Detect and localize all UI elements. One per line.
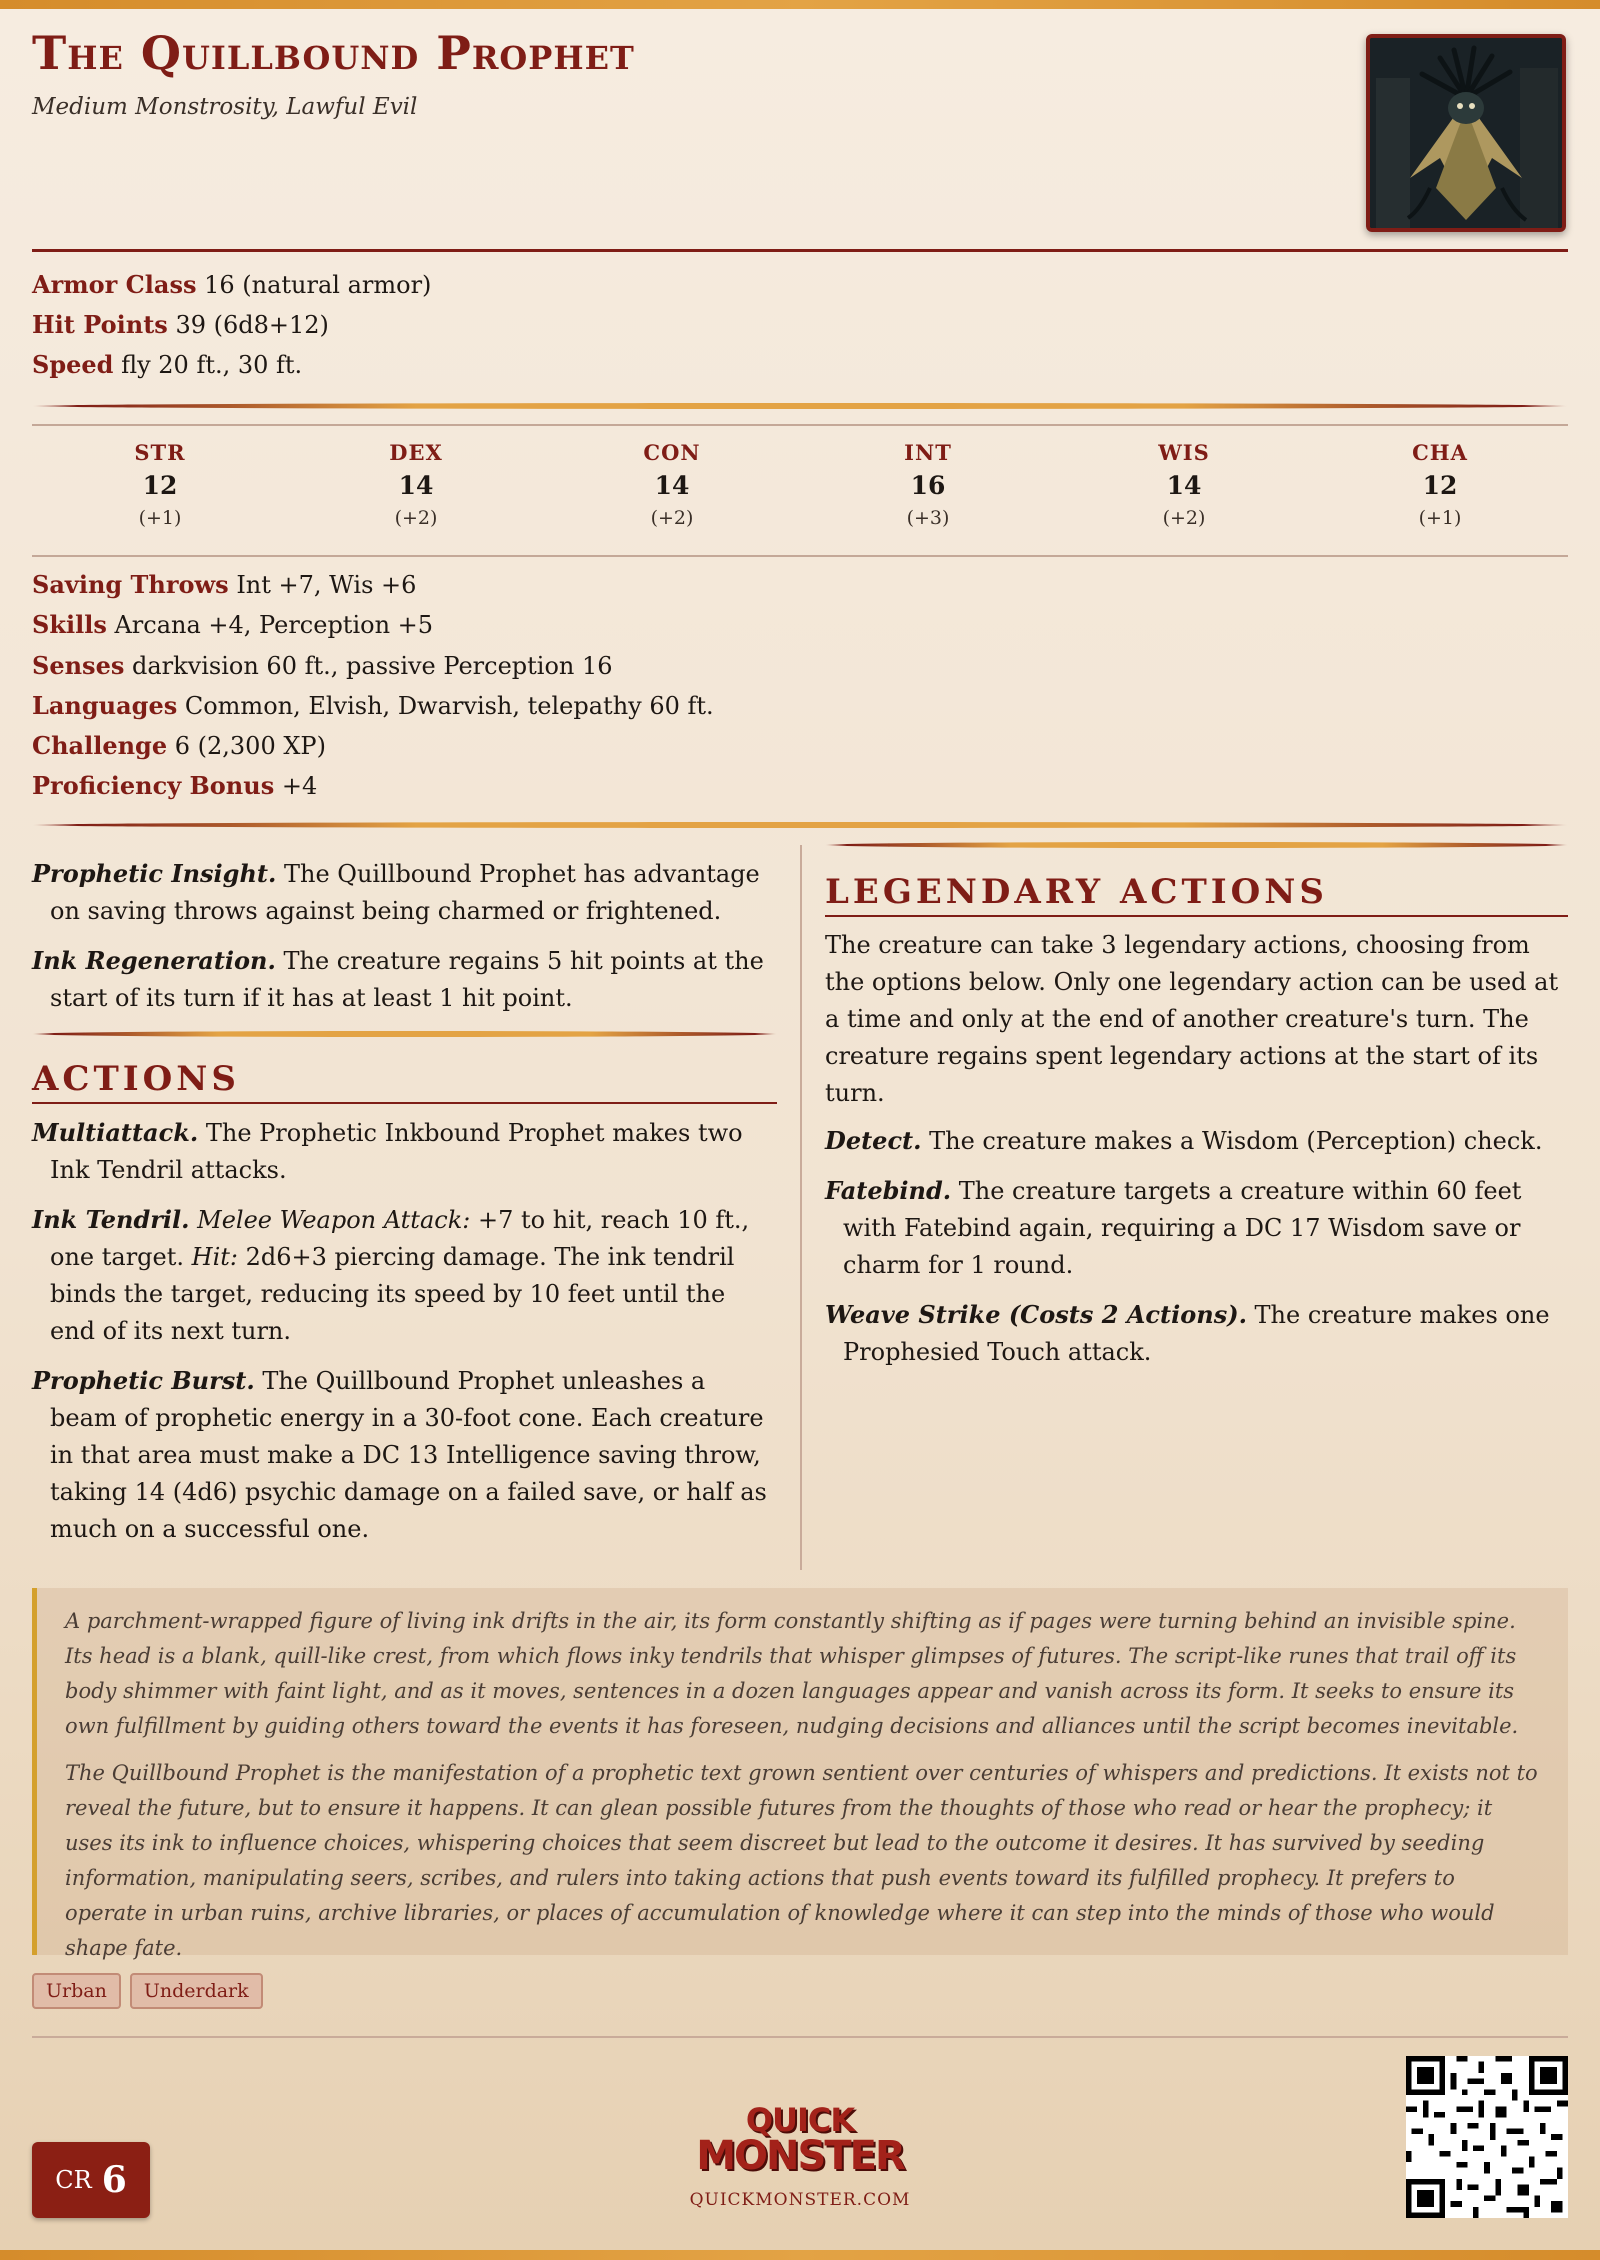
detail-value: Arcana +4, Perception +5 [114,611,434,639]
detail-value: darkvision 60 ft., passive Perception 16 [131,652,613,680]
cr-value: 6 [101,2159,127,2201]
armor-class-value: 16 (natural armor) [204,271,432,299]
right-column [825,842,1568,1383]
lore-paragraph: A parchment-wrapped figure of living ink drifts in the air, its form constantly shifting as if pages were turning behind an invisible spine. Its head is a blank, quill-like crest, from which flows inky tendrils that whisper glimpses of futures. The script-like runes that trail off its body shimmer with faint light, and as it moves, sentences in a dozen languages appear and vanish across its form. It seeks to ensure its own fulfillment by guiding others toward the events it has foreseen, nudging decisions and alliances until the script becomes inevitable. [65,1609,1519,1738]
legendary-entry [825,1172,1568,1284]
detail-label: Senses [32,651,125,680]
ability-cha [1360,440,1520,529]
saving-throws-line [32,570,416,599]
ability-name: INT [904,440,952,465]
trait-name: Prophetic Insight. [32,859,277,888]
ability-str [80,440,240,529]
action-name: Prophetic Burst. [32,1366,255,1395]
qr-code-icon[interactable] [1406,2056,1568,2218]
legendary-entry [825,1296,1568,1371]
ability-name: CHA [1412,440,1468,465]
section-divider [32,1031,777,1037]
ability-mod: (+2) [650,507,694,529]
footer-rule [32,2036,1568,2038]
speed-line [32,350,302,379]
ability-wis [1104,440,1264,529]
qr-code-graphic [1406,2056,1568,2218]
legendary-text: The creature makes one Prophesied Touch attack. [843,1301,1550,1366]
ability-con [592,440,752,529]
skills-line [32,610,433,639]
hit-points-line [32,310,329,339]
action-entry [32,1362,777,1548]
ability-mod: (+2) [1162,507,1206,529]
environment-tags [32,1973,263,2009]
trait-entry [32,942,777,1017]
action-text: The Quillbound Prophet unleashes a beam of prophetic energy in a 30-foot cone. Each creature in that area must make a DC 13 Intelligence saving throw, taking 14 (4d6) psychic damage on a failed save, or half as much on a successful one. [50,1367,767,1543]
cr-label: CR [55,2166,92,2194]
hit-points-label: Hit Points [32,310,168,339]
trait-text: The creature regains 5 hit points at the start of its turn if it has at least 1 hit point. [50,947,764,1012]
legendary-text: The creature targets a creature within 60 feet with Fatebind again, requiring a DC 17 Wisdom save or charm for 1 round. [843,1177,1522,1279]
tag-underdark[interactable]: Underdark [130,1973,263,2009]
hit-label: Hit: [184,1243,238,1271]
legendary-text: The creature makes a Wisdom (Perception) check. [921,1127,1543,1155]
ability-name: CON [643,440,701,465]
ability-bottom-rule [32,555,1568,557]
languages-line [32,691,714,720]
detail-label: Languages [32,691,178,720]
lore-paragraph: The Quillbound Prophet is the manifestation of a prophetic text grown sentient over centuries of whispers and predictions. It exists not to reveal the future, but to ensure it happens. It can glean possible futures from the thoughts of those who read or hear the prophecy; it uses its ink to influence choices, whispering choices that seem discreet but lead to the outcome it desires. It has survived by seeding information, manipulating seers, scribes, and rulers into taking actions that push events toward its fulfilled prophecy. It prefers to operate in urban ruins, archive libraries, or places of accumulation of knowledge where it can step into the minds of those who would shape fate. [65,1761,1538,1960]
logo-line-2: MONSTER [696,2133,904,2179]
actions-heading: ACTIONS [32,1061,777,1104]
tag-urban[interactable]: Urban [32,1973,121,2009]
section-divider [825,842,1568,848]
left-column [32,855,777,1560]
detail-value: +4 [281,772,318,800]
ability-score: 12 [1422,471,1458,500]
ability-score: 16 [910,471,946,500]
action-name: Multiattack. [32,1118,199,1147]
proficiency-line [32,771,317,800]
legendary-name: Weave Strike (Costs 2 Actions). [825,1300,1247,1329]
detail-value: Int +7, Wis +6 [236,571,417,599]
armor-class-line [32,270,431,299]
detail-label: Proficiency Bonus [32,771,275,800]
trait-entry [32,855,777,930]
ability-score: 14 [654,471,690,500]
trait-name: Ink Regeneration. [32,946,276,975]
portrait-art [1370,38,1562,228]
monster-subtitle: Medium Monstrosity, Lawful Evil [32,94,418,120]
hit-text: 2d6+3 piercing damage. The ink tendril binds the target, reducing its speed by 10 feet until the end of its next turn. [50,1243,735,1345]
ability-mod: (+3) [906,507,950,529]
lore-description [32,1588,1568,1960]
ability-name: DEX [389,440,443,465]
legendary-intro: The creature can take 3 legendary actions, choosing from the options below. Only one legendary action can be used at a time and only at the end of another creature's turn. The creature regains spent legendary actions at the start of its turn. [825,931,1559,1107]
logo-line-1: QUICK [745,2101,855,2139]
title-rule [32,249,1568,252]
legendary-name: Fatebind. [825,1176,952,1205]
legendary-heading: LEGENDARY ACTIONS [825,874,1568,917]
section-divider [32,822,1568,828]
detail-value: 6 (2,300 XP) [174,732,326,760]
ability-name: STR [134,440,186,465]
bottom-accent-bar [0,2250,1600,2260]
speed-value: fly 20 ft., 30 ft. [121,351,303,379]
ability-mod: (+1) [138,507,182,529]
section-divider [32,403,1568,409]
cr-badge [32,2142,150,2218]
legendary-entry [825,1122,1568,1160]
hit-points-value: 39 (6d8+12) [175,311,329,339]
logo-url[interactable]: QUICKMONSTER.COM [689,2190,911,2210]
monster-title: The Quillbound Prophet [32,26,635,80]
ability-dex [336,440,496,529]
ability-mod: (+1) [1418,507,1462,529]
detail-label: Skills [32,610,107,639]
column-divider [800,845,802,1570]
action-entry [32,1114,777,1189]
attack-type: Melee Weapon Attack: [189,1206,471,1234]
ability-int [848,440,1008,529]
action-text: +7 to hit, reach 10 ft., one target. [50,1206,750,1271]
ink-creature-portrait-icon[interactable] [1366,34,1566,232]
ability-top-rule [32,424,1568,426]
action-text: The Prophetic Inkbound Prophet makes two Ink Tendril attacks. [50,1119,743,1184]
speed-label: Speed [32,350,114,379]
detail-label: Saving Throws [32,570,229,599]
challenge-line [32,731,326,760]
ability-score: 14 [1166,471,1202,500]
detail-value: Common, Elvish, Dwarvish, telepathy 60 ft. [184,692,714,720]
top-accent-bar [0,0,1600,9]
detail-label: Challenge [32,731,168,760]
legendary-name: Detect. [825,1126,922,1155]
quick-monster-logo[interactable] [650,2101,950,2214]
ability-score: 12 [142,471,178,500]
trait-text: The Quillbound Prophet has advantage on saving throws against being charmed or frightened. [50,860,760,925]
action-entry [32,1201,777,1350]
action-name: Ink Tendril. [32,1205,190,1234]
ability-score: 14 [398,471,434,500]
ability-mod: (+2) [394,507,438,529]
senses-line [32,651,613,680]
ability-name: WIS [1158,440,1210,465]
armor-class-label: Armor Class [32,270,197,299]
